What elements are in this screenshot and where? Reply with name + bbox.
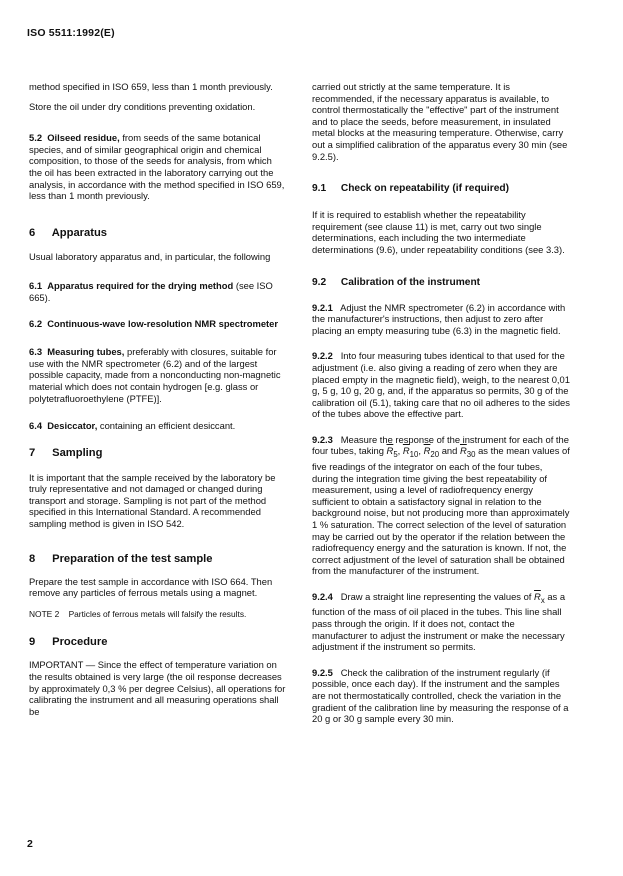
section-number: 9 xyxy=(29,636,36,649)
clause-number: 9.2.2 xyxy=(312,350,333,362)
clause-9-2-5 xyxy=(312,667,570,725)
paragraph: Store the oil under dry conditions preventing oxidation. xyxy=(29,100,256,112)
section-heading-8 xyxy=(29,552,287,566)
clause-title: Desiccator, xyxy=(47,420,98,432)
clause-9-2-3: 9.2.3 Measure the response of the instrument for each of the four tubes, taking $\overline{R}_5$, $\overline{R}_{10}$, $\overline{R}_{20}$ and $\overline{R}_{30}$ as the mean values of five readings of the integrator on each of the four tubes, during the integration time giving the best repeatability of measurement, using a level of radiofrequency energy sufficient to obtain a satisfactory signal in relation to the background noise, but not producing more than approximately 1 % saturation. The correct selection of the level of saturation may be carried out by the operator if the relation between the radiofrequency energy and the saturation is known. If not, the correct adjustment of the level of saturation shall be obtained from the manufacturer of the instrument. xyxy=(312,433,570,577)
clause-number: 9.2 xyxy=(312,276,327,288)
clause-9-2-2 xyxy=(312,350,570,420)
clause-text: Into four measuring tubes identical to that used for the adjustment (i.e. also giving a reading of zero when they are placed empty in the magnetic field), weigh, to the nearest 0,01 g, 5 g, 10 g, 20 g, and, if the apparatus so permits, 30 g of the calibration oil (5.1), taking care that no oil adheres to the sides of the tubes above the effective part. xyxy=(312,350,570,420)
symbol-subscript: 10 xyxy=(409,450,419,460)
symbol-rx: $\overline{R}$ xyxy=(534,590,541,602)
clause-text: (see ISO 665). xyxy=(29,280,273,303)
clause-text: Measure the response of the instrument for each of the four tubes, taking xyxy=(312,433,569,457)
clause-heading-9-1 xyxy=(312,182,570,196)
clause-number: 6.2 xyxy=(29,317,43,329)
paragraph: If it is required to establish whether the repeatability requirement (see clause 11) is met, carry out two single determinations, each including the two intermediate determinations (9.6), under repeatability conditions (see 3.3). xyxy=(312,209,565,255)
clause-text: Adjust the NMR spectrometer (6.2) in accordance with the manufacturer's instructions, then adjust to zero after placing an empty measuring tube (6.3) in the magnetic field. xyxy=(312,301,566,336)
clause-title: Measuring tubes, xyxy=(47,346,125,358)
section-heading-7 xyxy=(29,446,287,460)
symbol-r20: $\overline{R}$ xyxy=(423,445,431,457)
section-heading-9 xyxy=(29,635,287,649)
section-heading-6 xyxy=(29,226,287,240)
page-number: 2 xyxy=(27,838,33,850)
clause-6-3 xyxy=(29,346,287,404)
clause-number: 6.1 xyxy=(29,280,43,292)
section-number: 7 xyxy=(29,446,36,459)
note-label: NOTE 2 xyxy=(29,608,60,619)
symbol-r30: $\overline{R}$ xyxy=(459,445,467,457)
clause-9-2-1 xyxy=(312,302,570,337)
clause-heading-9-2 xyxy=(312,276,570,290)
clause-6-4 xyxy=(29,420,287,432)
clause-number: 9.2.1 xyxy=(312,301,333,313)
paragraph: Prepare the test sample in accordance with ISO 664. Then remove any particles of ferrous metals using a magnet. xyxy=(29,575,273,599)
section-title: Preparation of the test sample xyxy=(52,552,213,565)
symbol-r5: $\overline{R}$ xyxy=(386,445,394,457)
clause-title: Continuous-wave low-resolution NMR spectrometer xyxy=(47,317,279,329)
section-title: Apparatus xyxy=(51,226,108,239)
symbol-subscript: 20 xyxy=(430,450,440,460)
clause-text: Check the calibration of the instrument regularly (if possible, once each day). If the instrument and the samples are not thermostatically controlled, check the variation in the gradient of the calibration line by measuring the response of a 20 g or 30 g sample every 30 min. xyxy=(312,666,569,725)
clause-text: preferably with closures, suitable for use with the NMR spectrometer (6.2) and of the largest possible capacity, made from a nonconducting non-magnetic material which does not contain hydrogen [e.g. glass or polytetrafluoroethylene (PTFE)]. xyxy=(29,346,281,404)
clause-number: 9.2.3 xyxy=(312,433,333,445)
clause-text: as the mean values of five readings of the integrator on each of the four tubes, during the integration time giving the best repeatability of measurement, using a level of radiofrequency energy sufficient to obtain a satisfactory signal in relation to the background noise, but not producing more than approximately 1 % saturation. The correct selection of the level of saturation may be carried out by the operator if the relation between the radiofrequency energy and the saturation is known. If not, the correct adjustment of the level of saturation shall be obtained from the manufacturer of the instrument. xyxy=(312,445,570,577)
paragraph: It is important that the sample received by the laboratory be truly representative and not damaged or changed during transport and storage. Sampling is not part of the method specified in this International Standard. A recommended sampling method is given in ISO 542. xyxy=(29,471,276,530)
clause-number: 5.2 xyxy=(29,132,43,144)
paragraph: method specified in ISO 659, less than 1 month previously. xyxy=(29,81,273,92)
clause-text: from seeds of the same botanical species, and of similar geographical origin and chemical composition, to those of the seeds for analysis, from which the oil has been extracted in the laboratory carrying out the analysis, in accordance with the method specified in ISO 659, less than 1 month previously. xyxy=(29,132,285,202)
clause-number: 6.4 xyxy=(29,420,43,432)
clause-text: as a function of the mass of oil placed in the tubes. This line shall pass through the origin. If it does not, contact the manufacturer to adjust the instrument or make the necessary adjustment if the instrument so permits. xyxy=(312,590,566,653)
clause-9-2-4 xyxy=(312,591,570,653)
section-title: Procedure xyxy=(52,636,108,649)
note-text: Particles of ferrous metals will falsify the results. xyxy=(68,608,247,619)
clause-number: 9.2.5 xyxy=(312,666,333,678)
symbol-subscript: x xyxy=(540,595,545,605)
important-notice: IMPORTANT — Since the effect of temperature variation on the results obtained is very large (the oil response decreases by approximately 0,3 % per degree Celsius), all operations for calibrating the instrument and all measuring operations shall be xyxy=(29,659,286,717)
clause-number: 6.3 xyxy=(29,346,43,358)
clause-text: Draw a straight line representing the values of xyxy=(340,590,532,602)
clause-number: 9.2.4 xyxy=(312,590,333,602)
symbol-subscript: 5 xyxy=(393,450,398,460)
clause-number: 9.1 xyxy=(312,183,327,195)
clause-title: Oilseed residue, xyxy=(47,132,120,144)
section-number: 6 xyxy=(29,226,36,239)
right-column xyxy=(312,81,570,725)
symbol-r10: $\overline{R}$ xyxy=(402,445,410,457)
section-title: Sampling xyxy=(52,446,103,459)
clause-title: Calibration of the instrument xyxy=(340,276,481,288)
standard-id: ISO 5511:1992(E) xyxy=(27,27,115,39)
clause-5-2 xyxy=(29,132,287,202)
clause-title: Apparatus required for the drying method xyxy=(47,280,234,292)
section-number: 8 xyxy=(29,552,36,565)
clause-6-1 xyxy=(29,280,287,303)
symbol-subscript: 30 xyxy=(466,450,476,460)
paragraph: Usual laboratory apparatus and, in particular, the following xyxy=(29,250,271,262)
left-column xyxy=(29,81,287,717)
note xyxy=(29,609,287,620)
conjunction: and xyxy=(441,445,458,457)
clause-6-2 xyxy=(29,318,287,330)
clause-title: Check on repeatability (if required) xyxy=(340,183,509,195)
paragraph: carried out strictly at the same temperature. It is recommended, if the necessary apparatus is available, to control thermostatically the "effective" part of the instrument and to place the seeds, before measurement, in insulated metal blocks at the measuring temperature. Otherwise, carry out a simplified calibration of the apparatus every 30 min (see 9.2.5). xyxy=(312,81,568,162)
clause-text: containing an efficient desiccant. xyxy=(99,420,236,432)
